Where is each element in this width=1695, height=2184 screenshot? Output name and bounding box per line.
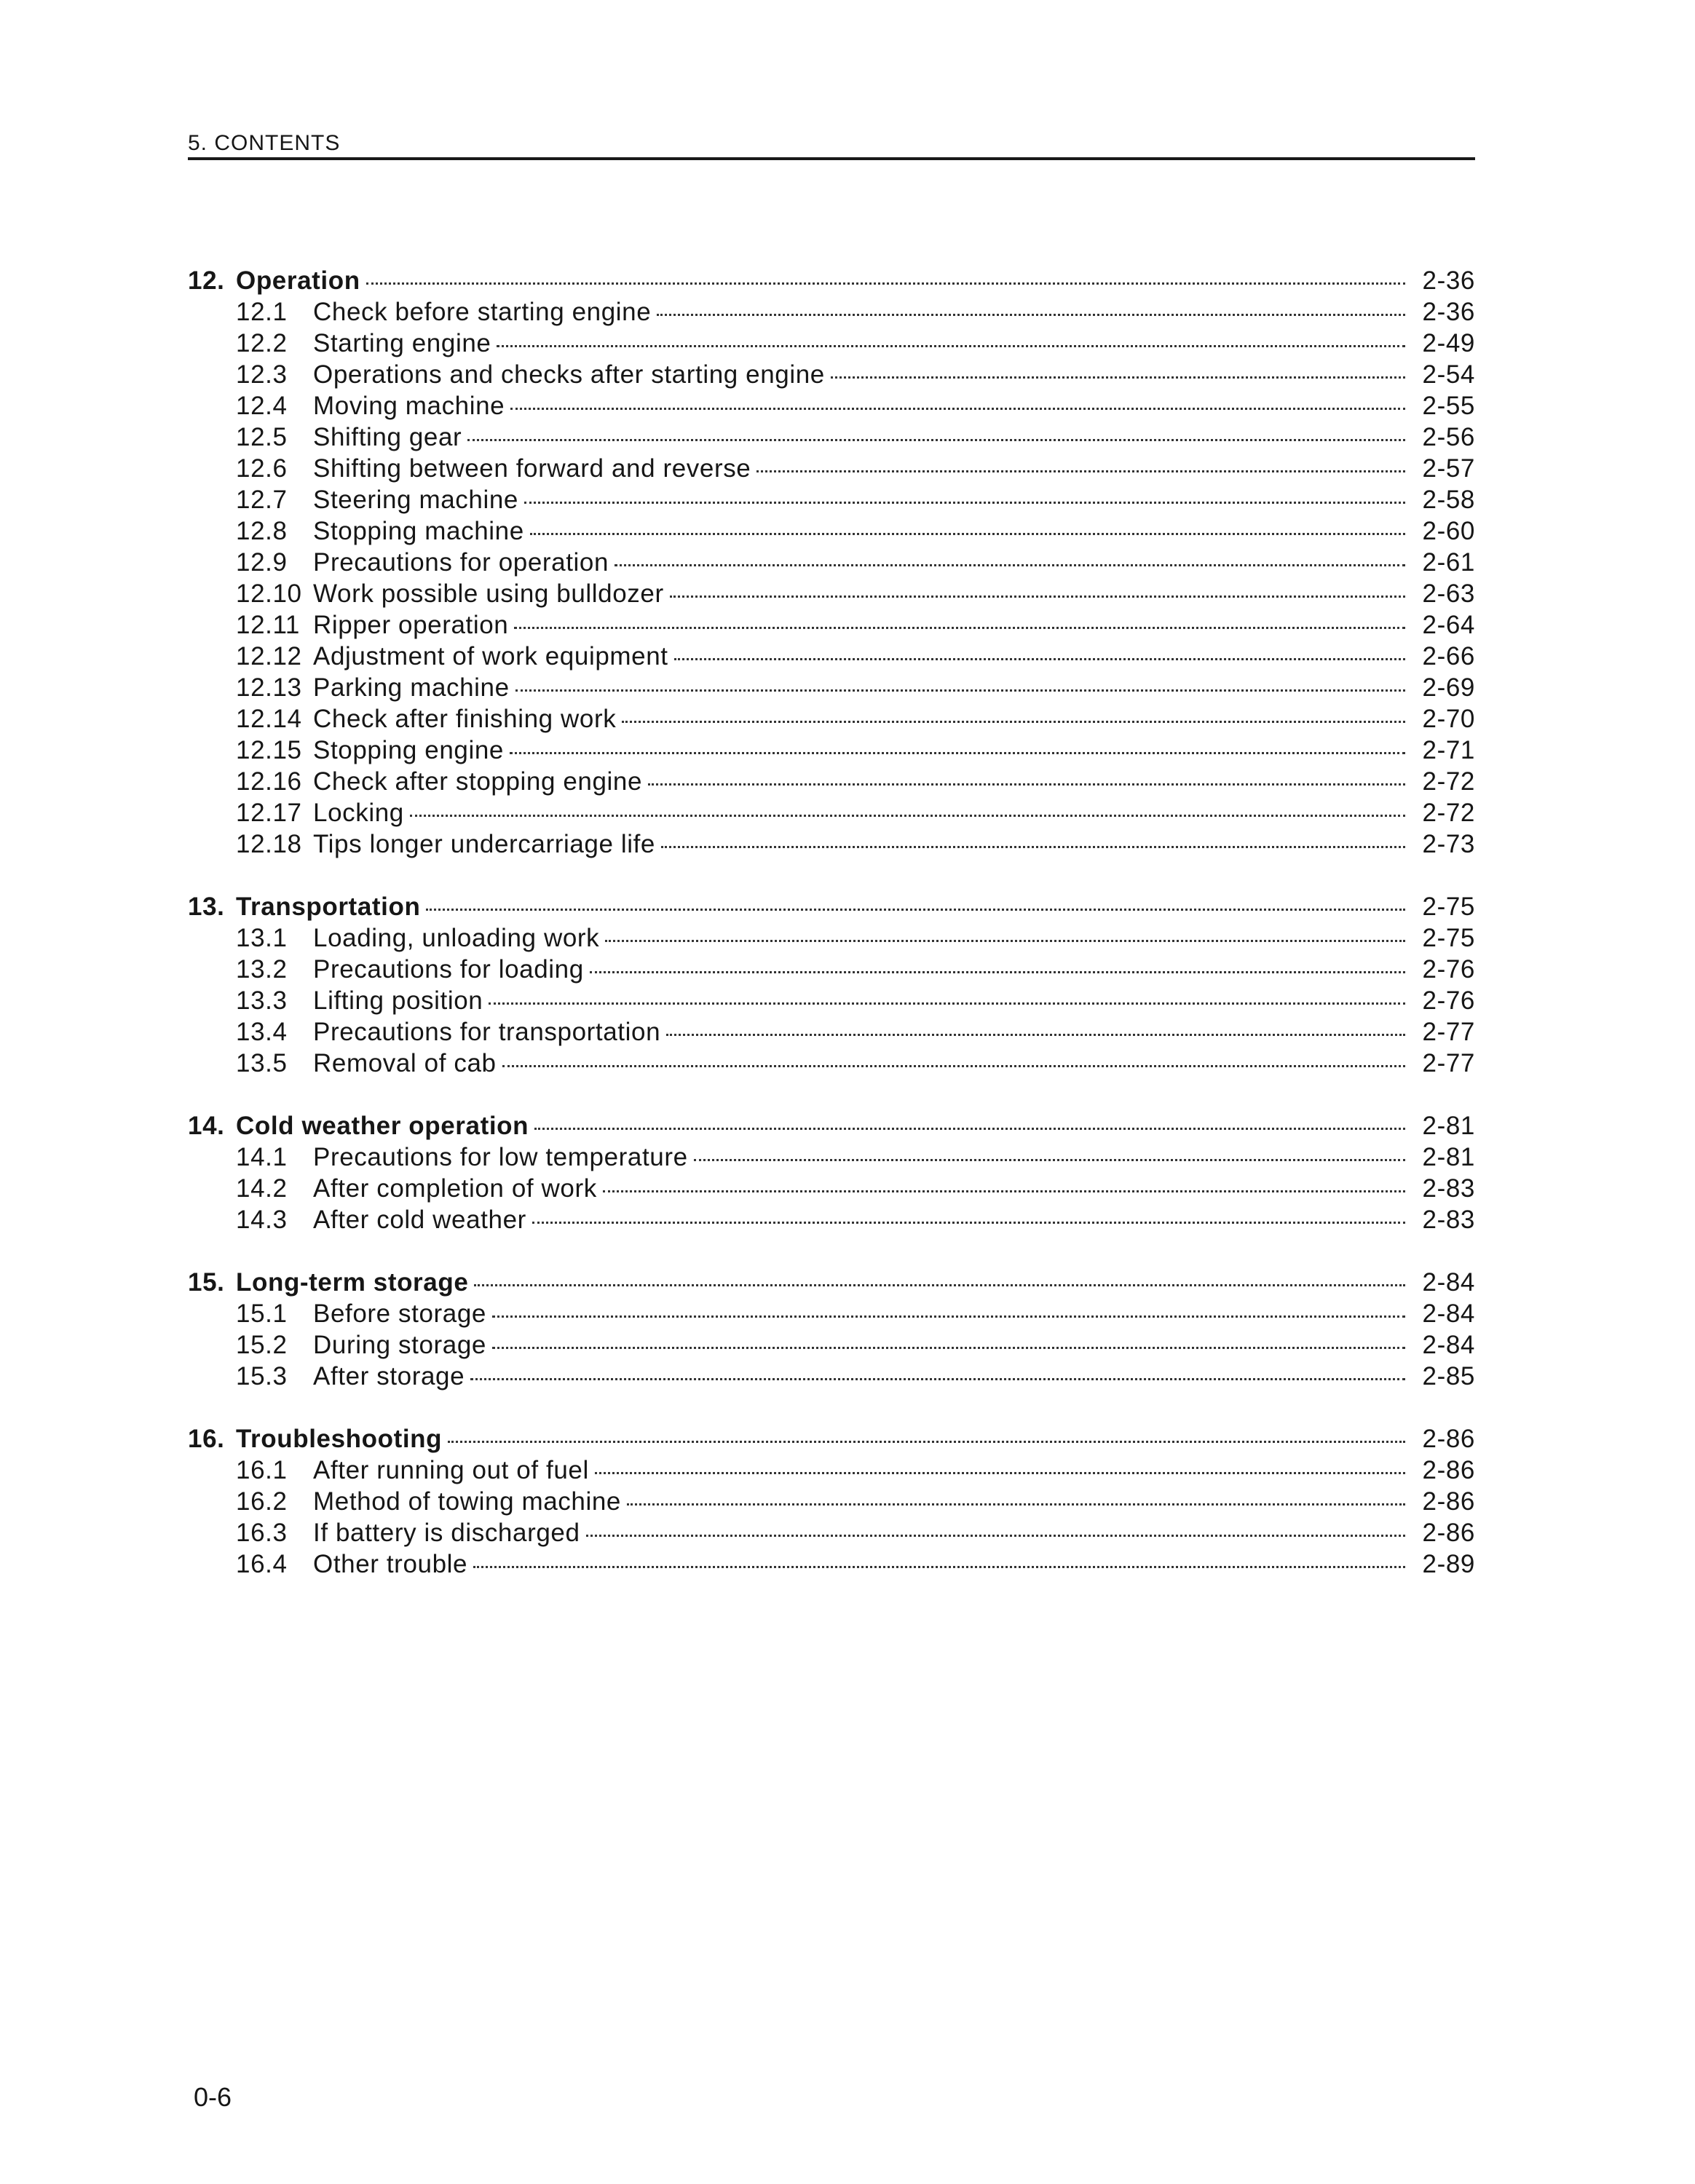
- entry-page: 2-71: [1422, 736, 1475, 764]
- entry-page: 2-89: [1422, 1550, 1475, 1578]
- entry-title: Shifting between forward and reverse: [313, 454, 751, 483]
- toc-section: [188, 893, 1475, 1080]
- entry-page: 2-76: [1422, 986, 1475, 1015]
- entry-page: 2-85: [1422, 1362, 1475, 1390]
- dot-leader: [532, 1222, 1405, 1224]
- entry-page: 2-86: [1422, 1519, 1475, 1547]
- entry-title: Check after stopping engine: [313, 767, 643, 796]
- dot-leader: [502, 1065, 1405, 1067]
- entry-number: 12.16: [236, 767, 302, 796]
- entry-number: 12.18: [236, 830, 302, 858]
- entry-title: Other trouble: [313, 1550, 468, 1578]
- dot-leader: [590, 971, 1405, 973]
- toc-entry[interactable]: [188, 767, 1475, 799]
- toc-entry[interactable]: [188, 1299, 1475, 1331]
- entry-title: After cold weather: [313, 1206, 526, 1234]
- entry-number: 13.1: [236, 924, 288, 952]
- entry-number: 12.1: [236, 298, 288, 326]
- entry-number: 16.3: [236, 1519, 288, 1547]
- entry-number: 16.4: [236, 1550, 288, 1578]
- entry-page: 2-86: [1422, 1487, 1475, 1516]
- entry-title: Operations and checks after starting engine: [313, 360, 825, 389]
- toc-entry[interactable]: [188, 298, 1475, 329]
- entry-number: 16.: [188, 1425, 225, 1453]
- entry-title: Check after finishing work: [313, 705, 617, 733]
- entry-page: 2-72: [1422, 799, 1475, 827]
- entry-title: Starting engine: [313, 329, 491, 357]
- dot-leader: [661, 846, 1405, 848]
- entry-page: 2-77: [1422, 1018, 1475, 1046]
- entry-page: 2-83: [1422, 1174, 1475, 1203]
- entry-page: 2-84: [1422, 1268, 1475, 1297]
- entry-number: 14.2: [236, 1174, 288, 1203]
- toc-section: [188, 266, 1475, 861]
- entry-title: Transportation: [236, 893, 421, 921]
- dot-leader: [410, 815, 1405, 817]
- entry-title: Precautions for operation: [313, 548, 609, 577]
- toc-entry[interactable]: [188, 1456, 1475, 1487]
- toc-section: [188, 1268, 1475, 1393]
- entry-number: 16.1: [236, 1456, 288, 1484]
- entry-title: After completion of work: [313, 1174, 597, 1203]
- dot-leader: [670, 596, 1405, 598]
- entry-number: 15.1: [236, 1299, 288, 1328]
- toc-entry[interactable]: [188, 611, 1475, 642]
- page-header: [188, 128, 1475, 160]
- entry-title: After running out of fuel: [313, 1456, 589, 1484]
- entry-title: Shifting gear: [313, 423, 462, 451]
- toc-section: [188, 1425, 1475, 1581]
- entry-title: Precautions for low temperature: [313, 1143, 688, 1171]
- toc-entry[interactable]: [188, 705, 1475, 736]
- entry-number: 12.15: [236, 736, 302, 764]
- dot-leader: [366, 282, 1405, 285]
- entry-page: 2-58: [1422, 486, 1475, 514]
- toc-entry[interactable]: [188, 1550, 1475, 1581]
- toc-chapter-entry[interactable]: [188, 1425, 1475, 1456]
- entry-page: 2-64: [1422, 611, 1475, 639]
- dot-leader: [622, 721, 1405, 723]
- dot-leader: [489, 1002, 1405, 1005]
- entry-title: Before storage: [313, 1299, 486, 1328]
- dot-leader: [448, 1441, 1405, 1443]
- toc-entry[interactable]: [188, 517, 1475, 548]
- dot-leader: [831, 376, 1405, 379]
- entry-title: After storage: [313, 1362, 465, 1390]
- dot-leader: [470, 1378, 1405, 1380]
- toc-entry[interactable]: [188, 392, 1475, 423]
- entry-number: 12.10: [236, 579, 302, 608]
- toc-entry[interactable]: [188, 1206, 1475, 1237]
- toc-entry[interactable]: [188, 1018, 1475, 1049]
- entry-page: 2-36: [1422, 298, 1475, 326]
- entry-number: 13.3: [236, 986, 288, 1015]
- entry-page: 2-84: [1422, 1299, 1475, 1328]
- entry-page: 2-61: [1422, 548, 1475, 577]
- entry-number: 12.17: [236, 799, 302, 827]
- entry-number: 12.7: [236, 486, 288, 514]
- toc-entry[interactable]: [188, 329, 1475, 360]
- entry-title: Locking: [313, 799, 404, 827]
- dot-leader: [603, 1190, 1405, 1192]
- entry-number: 12.8: [236, 517, 288, 545]
- entry-title: Stopping machine: [313, 517, 524, 545]
- entry-page: 2-49: [1422, 329, 1475, 357]
- entry-number: 15.3: [236, 1362, 288, 1390]
- toc-chapter-entry[interactable]: [188, 1268, 1475, 1299]
- entry-page: 2-72: [1422, 767, 1475, 796]
- entry-title: Steering machine: [313, 486, 518, 514]
- entry-title: Adjustment of work equipment: [313, 642, 668, 670]
- entry-number: 13.2: [236, 955, 288, 984]
- entry-page: 2-75: [1422, 924, 1475, 952]
- entry-page: 2-83: [1422, 1206, 1475, 1234]
- dot-leader: [534, 1128, 1405, 1130]
- entry-page: 2-69: [1422, 673, 1475, 702]
- entry-number: 13.4: [236, 1018, 288, 1046]
- toc-entry[interactable]: [188, 1174, 1475, 1206]
- dot-leader: [666, 1034, 1405, 1036]
- toc-entry[interactable]: [188, 1049, 1475, 1080]
- entry-number: 12.14: [236, 705, 302, 733]
- entry-title: Removal of cab: [313, 1049, 497, 1077]
- dot-leader: [605, 940, 1405, 942]
- toc-entry[interactable]: [188, 548, 1475, 579]
- entry-page: 2-54: [1422, 360, 1475, 389]
- entry-page: 2-84: [1422, 1331, 1475, 1359]
- toc-entry[interactable]: [188, 924, 1475, 955]
- dot-leader: [492, 1347, 1405, 1349]
- dot-leader: [674, 658, 1405, 660]
- dot-leader: [694, 1159, 1405, 1161]
- dot-leader: [615, 564, 1405, 566]
- entry-number: 12.11: [236, 611, 300, 639]
- entry-number: 14.: [188, 1112, 225, 1140]
- entry-number: 16.2: [236, 1487, 288, 1516]
- entry-number: 14.1: [236, 1143, 288, 1171]
- entry-page: 2-60: [1422, 517, 1475, 545]
- entry-title: Lifting position: [313, 986, 483, 1015]
- entry-number: 13.5: [236, 1049, 288, 1077]
- entry-page: 2-81: [1422, 1143, 1475, 1171]
- entry-number: 15.: [188, 1268, 225, 1297]
- dot-leader: [467, 439, 1405, 441]
- toc-entry[interactable]: [188, 799, 1475, 830]
- dot-leader: [497, 345, 1405, 347]
- dot-leader: [595, 1472, 1405, 1474]
- toc-entry[interactable]: [188, 736, 1475, 767]
- dot-leader: [586, 1535, 1405, 1537]
- entry-title: Moving machine: [313, 392, 505, 420]
- dot-leader: [648, 783, 1405, 786]
- dot-leader: [657, 314, 1405, 316]
- toc-entry[interactable]: [188, 579, 1475, 611]
- entry-page: 2-86: [1422, 1456, 1475, 1484]
- entry-number: 12.3: [236, 360, 288, 389]
- toc-chapter-entry[interactable]: [188, 893, 1475, 924]
- dot-leader: [524, 502, 1405, 504]
- toc-chapter-entry[interactable]: [188, 1112, 1475, 1143]
- entry-page: 2-77: [1422, 1049, 1475, 1077]
- entry-title: Parking machine: [313, 673, 510, 702]
- toc-chapter-entry[interactable]: [188, 266, 1475, 298]
- entry-title: Check before starting engine: [313, 298, 652, 326]
- toc-entry[interactable]: [188, 986, 1475, 1018]
- entry-title: Precautions for loading: [313, 955, 584, 984]
- toc-entry[interactable]: [188, 673, 1475, 705]
- entry-title: Loading, unloading work: [313, 924, 600, 952]
- entry-title: Work possible using bulldozer: [313, 579, 664, 608]
- page-header-title: 5. CONTENTS: [188, 131, 341, 155]
- toc-entry[interactable]: [188, 642, 1475, 673]
- entry-number: 12.: [188, 266, 225, 295]
- dot-leader: [510, 408, 1405, 410]
- toc-entry[interactable]: [188, 423, 1475, 454]
- page-number: 0-6: [194, 2082, 232, 2112]
- entry-page: 2-57: [1422, 454, 1475, 483]
- dot-leader: [756, 470, 1405, 472]
- entry-title: During storage: [313, 1331, 486, 1359]
- entry-number: 12.13: [236, 673, 302, 702]
- entry-page: 2-55: [1422, 392, 1475, 420]
- dot-leader: [426, 909, 1405, 911]
- toc-entry[interactable]: [188, 1143, 1475, 1174]
- toc-entry[interactable]: [188, 830, 1475, 861]
- toc-entry[interactable]: [188, 486, 1475, 517]
- entry-page: 2-36: [1422, 266, 1475, 295]
- entry-number: 12.12: [236, 642, 302, 670]
- toc-entry[interactable]: [188, 1331, 1475, 1362]
- dot-leader: [473, 1566, 1405, 1568]
- entry-page: 2-70: [1422, 705, 1475, 733]
- entry-title: Method of towing machine: [313, 1487, 621, 1516]
- entry-number: 14.3: [236, 1206, 288, 1234]
- dot-leader: [515, 689, 1405, 692]
- dot-leader: [510, 752, 1405, 754]
- entry-title: Cold weather operation: [236, 1112, 529, 1140]
- entry-page: 2-86: [1422, 1425, 1475, 1453]
- entry-page: 2-56: [1422, 423, 1475, 451]
- toc-entry[interactable]: [188, 1519, 1475, 1550]
- entry-number: 12.5: [236, 423, 288, 451]
- entry-number: 12.6: [236, 454, 288, 483]
- toc-entry[interactable]: [188, 454, 1475, 486]
- entry-page: 2-75: [1422, 893, 1475, 921]
- entry-title: Stopping engine: [313, 736, 504, 764]
- table-of-contents: [188, 266, 1475, 1613]
- entry-page: 2-81: [1422, 1112, 1475, 1140]
- entry-title: If battery is discharged: [313, 1519, 580, 1547]
- entry-title: Long-term storage: [236, 1268, 469, 1297]
- entry-number: 12.2: [236, 329, 288, 357]
- dot-leader: [474, 1284, 1405, 1286]
- dot-leader: [627, 1503, 1405, 1506]
- entry-title: Operation: [236, 266, 360, 295]
- entry-page: 2-76: [1422, 955, 1475, 984]
- toc-section: [188, 1112, 1475, 1237]
- toc-entry[interactable]: [188, 1362, 1475, 1393]
- entry-number: 12.4: [236, 392, 288, 420]
- dot-leader: [514, 627, 1405, 629]
- entry-number: 15.2: [236, 1331, 288, 1359]
- dot-leader: [530, 533, 1405, 535]
- dot-leader: [492, 1315, 1405, 1318]
- toc-entry[interactable]: [188, 360, 1475, 392]
- entry-number: 13.: [188, 893, 225, 921]
- entry-title: Tips longer undercarriage life: [313, 830, 655, 858]
- entry-page: 2-73: [1422, 830, 1475, 858]
- toc-entry[interactable]: [188, 955, 1475, 986]
- entry-title: Troubleshooting: [236, 1425, 443, 1453]
- entry-number: 12.9: [236, 548, 288, 577]
- toc-entry[interactable]: [188, 1487, 1475, 1519]
- entry-title: Precautions for transportation: [313, 1018, 661, 1046]
- entry-title: Ripper operation: [313, 611, 509, 639]
- entry-page: 2-66: [1422, 642, 1475, 670]
- entry-page: 2-63: [1422, 579, 1475, 608]
